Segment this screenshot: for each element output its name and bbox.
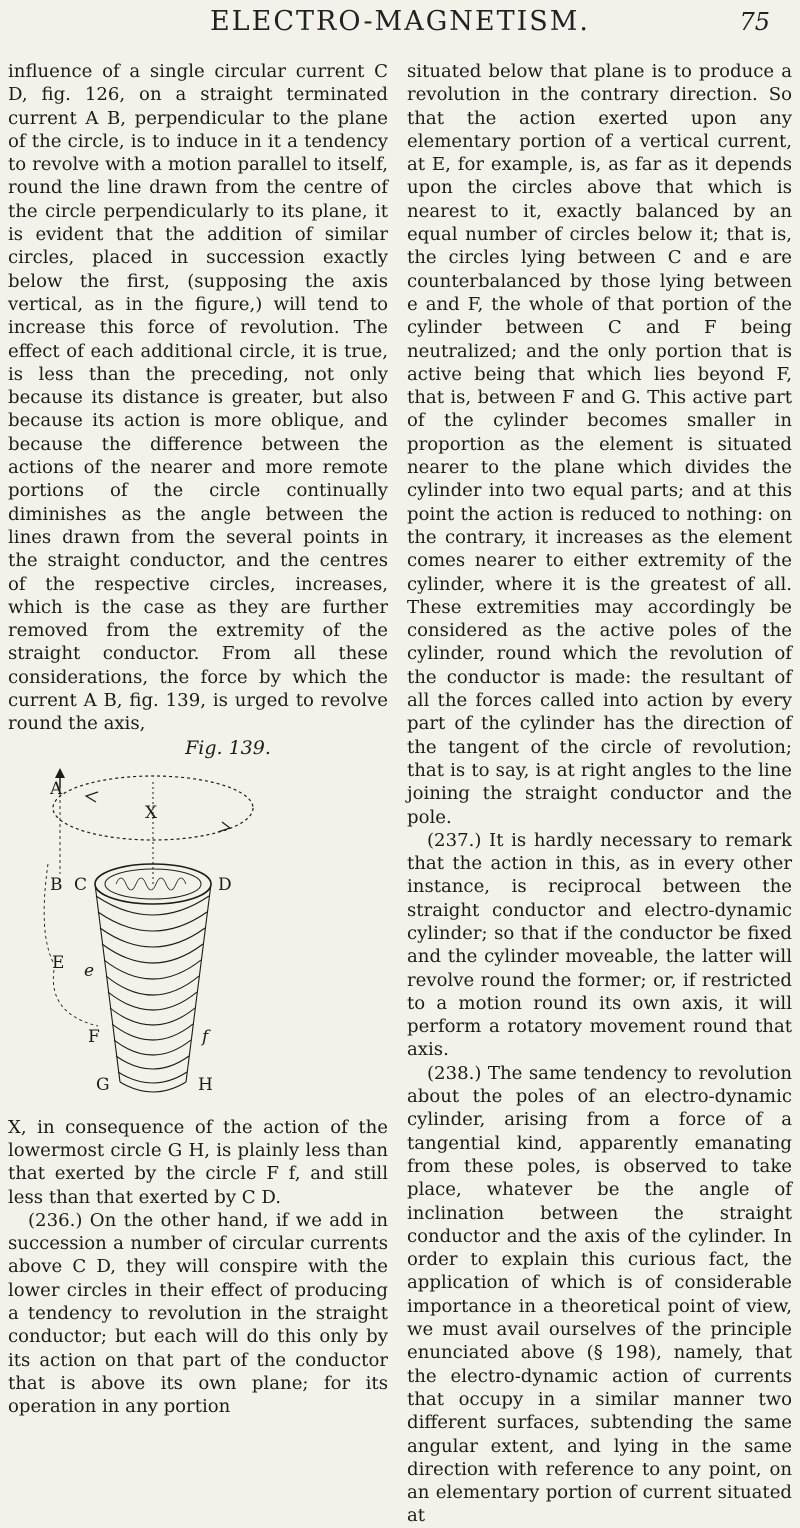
label-x: X [145,802,158,823]
page-number: 75 [739,8,770,36]
figure-139 [8,764,388,1112]
direction-arrow-icon-2 [218,822,230,832]
left-paragraph-1: influence of a single circular current C D, fig. 126, on a straight terminated current A B, perpendicular to the plane of the circle, is to induce in it a tendency to revolve with a motion parallel to itself, round the line drawn from the centre of the circle perpendicularly to its plane, it is evident that the addition of similar circles, placed in succession exactly below the first, (supposing the axis vertical, as in the figure,) will tend to increase this force of revolution. The effect of each additional circle, it is true, is less than the preceding, not only because its distance is greater, but also because its action is more oblique, and because the difference between the actions of the nearer and more remote portions of the circle continually diminishes as the angle between the lines drawn from the several points in the straight conductor, and the centres of the respective circles, increases, which is the case as they are further removed from the extremity of the straight conductor. From all these considerations, the force by which the current A B, fig. 139, is urged to revolve round the axis, [8,61,388,735]
right-column [407,60,792,1527]
coil-hatching [116,878,186,890]
right-paragraph-2: (237.) It is hardly necessary to remark that the action in this, as in every other instance, is reciprocal between the straight conductor and electro-dynamic cylinder; so that if the conductor be fixed and the cylinder moveable, the latter will revolve round the former; or, if restricted to a motion round its own axis, it will perform a rotatory movement round that axis. [407,829,792,1061]
label-g: G [96,1074,110,1095]
label-d: D [218,874,232,895]
label-a: A [50,778,63,799]
label-f-lower: f [202,1026,209,1047]
left-column [8,60,388,1418]
label-h: H [198,1074,213,1095]
figure-caption: Fig. 139. [185,736,271,759]
label-f-upper: F [88,1026,100,1047]
direction-arrow-icon [86,792,98,802]
label-c: C [74,874,88,895]
conductor-arrow-icon [55,768,65,778]
right-paragraph-1: situated below that plane is to produce a revolution in the contrary direction. So that the action exerted upon any elementary portion of a vertical current, at E, for example, is, as far as it depends upon the circles above that which is nearest to it, exactly balanced by an equal number of circles below it; that is, the circles lying between C and e are counterbalanced by those lying between e and F, the whole of that portion of the cylinder between C and F being neutralized; and the only portion that is active being that which lies beyond F, that is, between F and G. This active part of the cylinder becomes smaller in proportion as the element is situated nearer to the plane which divides the cylinder into two equal parts; and at this point the action is reduced to nothing: on the contrary, it increases as the element comes nearer to either extremity of the cylinder, where it is the greatest of all. These extremities may accordingly be considered as the active poles of the cylinder, round which the revolution of the conductor is made: the resultant of all the forces called into action by every part of the cylinder has the direction of the tangent of the circle of revolution; that is to say, is at right angles to the line joining the straight conductor and the pole. [407,61,792,828]
label-e-upper: E [52,952,65,973]
cylinder-coils [95,884,211,1092]
label-e-lower: e [84,960,95,981]
right-paragraph-3: (238.) The same tendency to revolution about the poles of an electro-dynamic cylinder, arising from a force of a tangential kind, apparently emanating from these poles, is observed to take place, whatever be the angle of inclination between the straight conductor and the axis of the cylinder. In order to explain this curious fact, the application of which is of considerable importance in a theoretical point of view, we must avail ourselves of the principle enunciated above (§ 198), namely, that the electro-dynamic action of currents that occupy in a similar manner two different surfaces, subtending the same angular extent, and lying in the same direction with reference to any point, on an elementary portion of current situated at [407,1062,792,1527]
figure-139-drawing [8,764,388,1112]
construction-lines [44,788,98,1026]
label-b: B [50,874,63,895]
running-title: ELECTRO-MAGNETISM. [209,6,591,37]
running-head [0,0,800,52]
left-paragraph-2: X, in consequence of the action of the lowermost circle G H, is plainly less than that exerted by the circle F f, and still less than that exerted by C D. [8,1116,388,1208]
left-paragraph-3: (236.) On the other hand, if we add in succession a number of circular currents above C D, they will conspire with the lower circles in their effect of producing a tendency to revolution in the straight conductor; but each will do this only by its action on that part of the conductor that is above its own plane; for its operation in any portion [8,1209,388,1418]
